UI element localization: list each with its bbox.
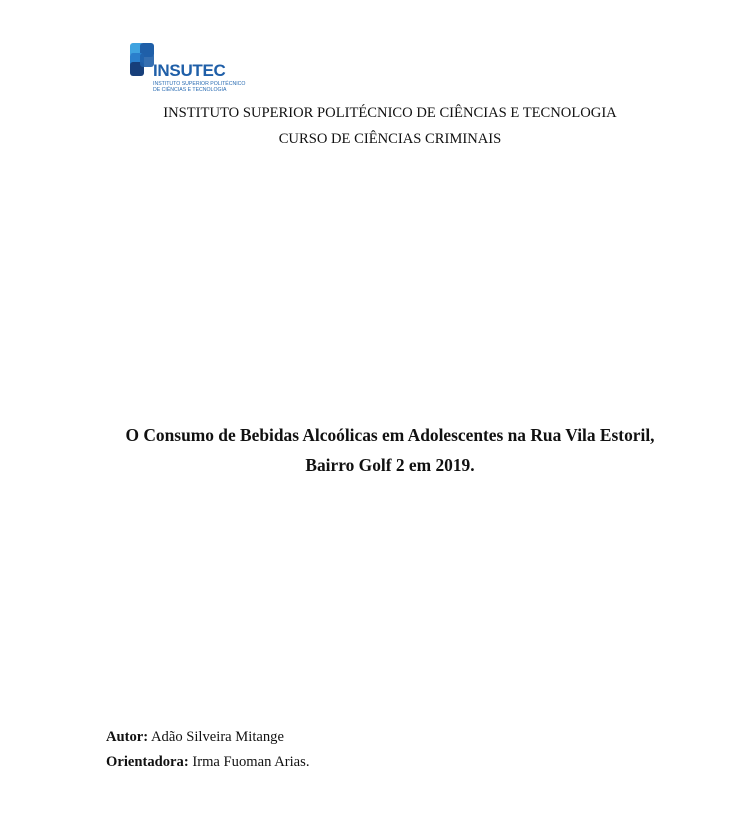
author-name: Adão Silveira Mitange <box>151 729 284 745</box>
logo-subtitle-line1: INSTITUTO SUPERIOR POLITÉCNICO <box>153 81 246 87</box>
institution-name: INSTITUTO SUPERIOR POLITÉCNICO DE CIÊNCIAS E TECNOLOGIA <box>163 105 617 121</box>
author-label: Autor: <box>106 729 149 745</box>
advisor-line <box>106 755 309 770</box>
logo-subtitle-line2: DE CIÊNCIAS E TECNOLOGIA <box>153 87 227 93</box>
insutec-logo <box>129 42 259 96</box>
document-title-line2: Bairro Golf 2 em 2019. <box>305 455 475 475</box>
author-line <box>106 730 284 745</box>
logo-name: INSUTEC <box>153 61 226 80</box>
logo-subtitle <box>153 81 245 93</box>
course-name: CURSO DE CIÊNCIAS CRIMINAIS <box>278 131 502 147</box>
document-title-line1: O Consumo de Bebidas Alcoólicas em Adolescentes na Rua Vila Estoril, <box>125 425 655 445</box>
logo-cubes-icon <box>129 42 155 78</box>
advisor-label: Orientadora: <box>106 754 189 770</box>
advisor-name: Irma Fuoman Arias. <box>192 754 310 770</box>
